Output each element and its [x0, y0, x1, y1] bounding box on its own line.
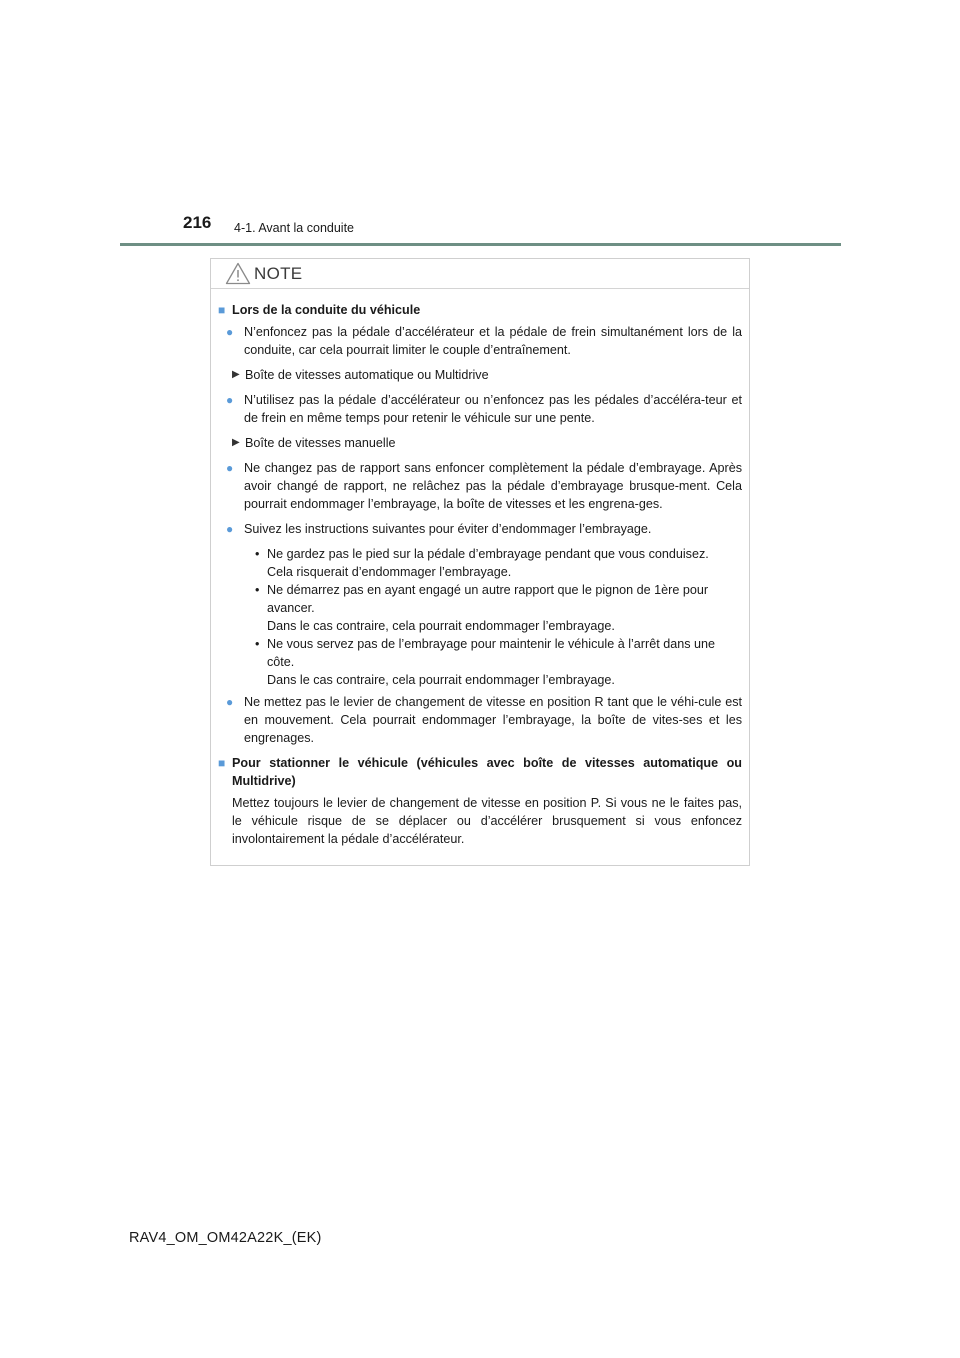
dash-text: Ne vous servez pas de l’embrayage pour maintenir le véhicule à l’arrêt dans une côte.: [267, 637, 716, 669]
section-heading-driving: ■ Lors de la conduite du véhicule: [218, 303, 421, 317]
sub-heading-automatic: ▶ Boîte de vitesses automatique ou Multidrive: [232, 368, 489, 382]
dash-list: [218, 545, 742, 689]
bullet-item: ● N’enfoncez pas la pédale d’accélérateur et la pédale de frein simultanément lors de la conduite, car cela pourrait limiter le couple d’entraînement.: [226, 325, 742, 357]
warning-triangle-icon: [225, 262, 251, 285]
bullet-item: ● Suivez les instructions suivantes pour éviter d’endommager l’embrayage.: [226, 522, 652, 536]
arrow-right-icon: ▶: [232, 437, 240, 448]
note-body: [211, 289, 749, 848]
sub-heading-manual: ▶ Boîte de vitesses manuelle: [232, 436, 396, 450]
note-title: NOTE: [254, 264, 303, 283]
square-bullet-icon: ■: [218, 303, 226, 317]
circle-bullet-icon: ●: [226, 461, 234, 475]
dash-item: • Ne vous servez pas de l’embrayage pour maintenir le véhicule à l’arrêt dans une côte. Dans le cas contraire, cela pourrait endommager l’embrayage.: [255, 637, 716, 687]
circle-bullet-icon: ●: [226, 695, 234, 709]
dash-text-cont: Dans le cas contraire, cela pourrait endommager l’embrayage.: [267, 619, 615, 633]
page-number: 216: [183, 213, 212, 232]
bullet-item: ● N’utilisez pas la pédale d’accélérateur ou n’enfoncez pas les pédales d’accéléra-teur et de frein en même temps pour retenir le véhicule sur une pente.: [226, 393, 742, 425]
circle-bullet-icon: ●: [226, 325, 234, 339]
dash-text-cont: Cela risquerait d’endommager l’embrayage.: [267, 565, 512, 579]
section-title: 4-1. Avant la conduite: [234, 221, 354, 235]
dash-item: • Ne démarrez pas en ayant engagé un autre rapport que le pignon de 1ère pour avancer. Dans le cas contraire, cela pourrait endommager l’embrayage.: [255, 583, 709, 633]
square-bullet-icon: ■: [218, 756, 226, 770]
bullet-item: ● Ne mettez pas le levier de changement de vitesse en position R tant que le véhi-cule est en mouvement. Cela pourrait endommager l’embrayage, la boîte de vites-ses et les engrenages.: [226, 695, 742, 745]
dash-text-cont: Dans le cas contraire, cela pourrait endommager l’embrayage.: [267, 673, 615, 687]
dash-text: Ne gardez pas le pied sur la pédale d’embrayage pendant que vous conduisez.: [267, 547, 709, 561]
circle-bullet-icon: ●: [226, 393, 234, 407]
arrow-right-icon: ▶: [232, 369, 240, 380]
bullet-item: ● Ne changez pas de rapport sans enfoncer complètement la pédale d’embrayage. Après avoir changé de rapport, ne relâchez pas la pédale d’embrayage brusque-ment. Cela pourrait endommager l’embrayage, la boîte de vitesses et les engrena-ges.: [226, 461, 742, 511]
dash-text: Ne démarrez pas en ayant engagé un autre rapport que le pignon de 1ère pour avancer.: [267, 583, 709, 615]
note-header: [211, 259, 749, 289]
section-heading-parking: ■ Pour stationner le véhicule (véhicules avec boîte de vitesses automatique ou Multidrive): [218, 756, 742, 788]
header-rule: [120, 243, 841, 246]
note-box: [210, 258, 750, 866]
parking-paragraph: Mettez toujours le levier de changement de vitesse en position P. Si vous ne le faites pas, le véhicule risque de se déplacer ou d’accélérer brusquement si vous enfoncez involontairement la pédale d’accélérateur.: [232, 796, 742, 846]
circle-bullet-icon: ●: [226, 522, 234, 536]
document-code: RAV4_OM_OM42A22K_(EK): [129, 1230, 322, 1246]
dash-item: • Ne gardez pas le pied sur la pédale d’embrayage pendant que vous conduisez. Cela risquerait d’endommager l’embrayage.: [255, 547, 709, 579]
